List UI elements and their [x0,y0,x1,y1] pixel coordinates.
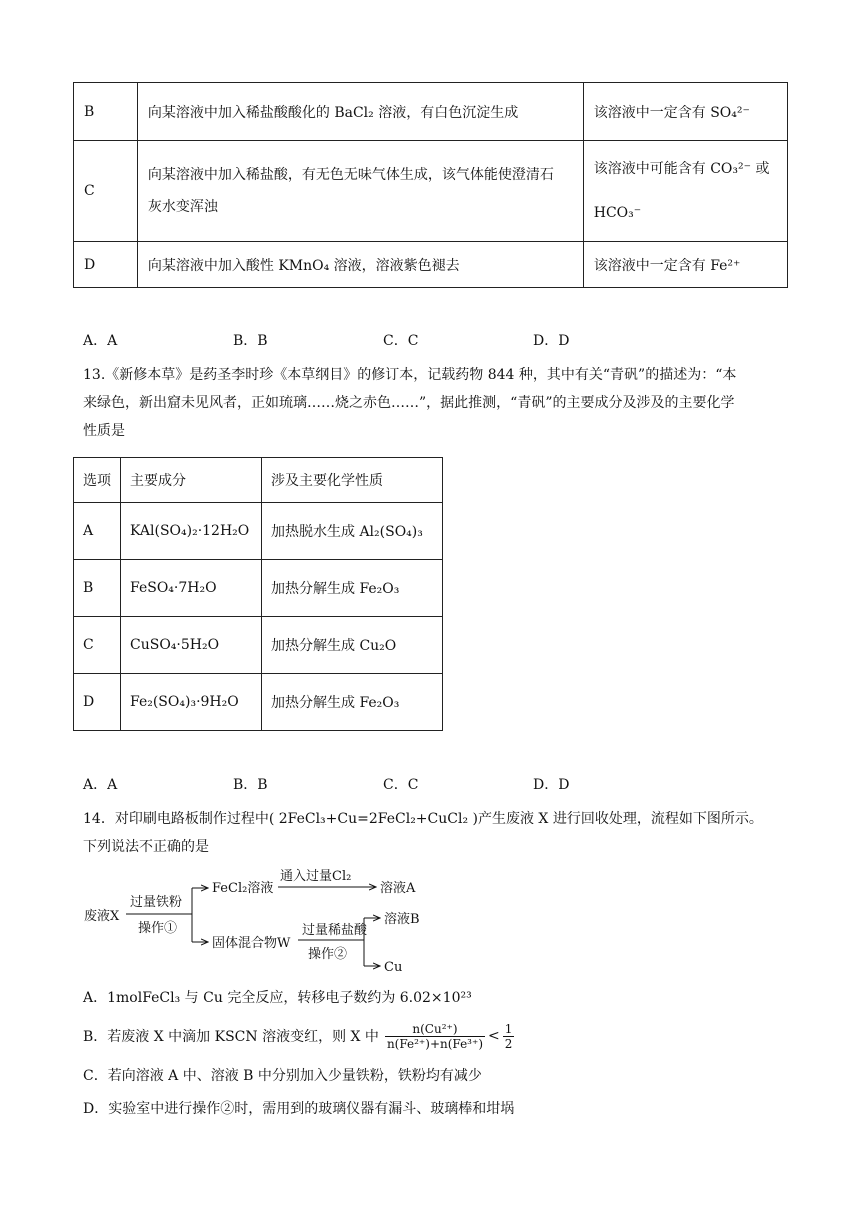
fraction-numerator: 1 [504,1021,513,1036]
less-than-sign: < [488,1028,500,1044]
table-row [74,141,788,242]
choice-c[interactable]: C．C [383,777,419,793]
operation-line: 向某溶液中加入稀盐酸，有无色无味气体生成，该气体能使澄清石 [147,167,554,183]
property-cell: 加热分解生成 Fe₂O₃ [262,674,443,731]
choice-a[interactable]: A．A [83,333,118,349]
fraction-denominator: n(Fe²⁺)+n(Fe³⁺) [386,1036,484,1051]
choice-a[interactable]: A．A [83,777,118,793]
question-line: 下列说法不正确的是 [83,839,209,855]
fraction-numerator: n(Cu²⁺) [385,1022,485,1037]
operation-cell: 向某溶液中加入稀盐酸酸化的 BaCl₂ 溶液，有白色沉淀生成 [137,83,583,141]
choice-b[interactable]: B．B [233,333,268,349]
option-b-text: B．若废液 X 中滴加 KSCN 溶液变红，则 X 中 [83,1029,379,1045]
answer-choices [83,774,683,794]
flow-solid-w: 固体混合物W [212,936,291,951]
process-flow-diagram [80,860,460,980]
option-cell: D [74,242,138,288]
flow-solution-a: 溶液A [380,881,416,896]
composition-table [73,457,443,731]
option-c[interactable]: C．若向溶液 A 中、溶液 B 中分别加入少量铁粉，铁粉均有减少 [83,1068,482,1084]
question-13 [83,361,783,445]
question-line: 13.《新修本草》是药圣李时珍《本草纲目》的修订本，记载药物 844 种，其中有关“青矾”的描述为：“本 [83,367,737,383]
flow-fecl2: FeCl₂溶液 [212,881,274,896]
flow-step1-reagent: 过量铁粉 [130,895,183,910]
conclusion-line: 该溶液中可能含有 CO₃²⁻ 或 [593,161,770,177]
option-d[interactable]: D．实验室中进行操作②时，需用到的玻璃仪器有漏斗、玻璃棒和坩埚 [83,1101,515,1117]
fraction-denominator: 2 [504,1036,513,1051]
component-cell: FeSO₄·7H₂O [121,560,262,617]
option-cell: C [74,141,138,242]
flow-cu: Cu [384,960,403,975]
property-cell: 加热分解生成 Cu₂O [262,617,443,674]
header-cell: 主要成分 [121,458,262,503]
flow-cl2-reagent: 通入过量Cl₂ [280,869,352,884]
ratio-fraction [385,1022,485,1051]
table-row [74,560,443,617]
choice-c[interactable]: C．C [383,333,419,349]
operation-cell: 向某溶液中加入酸性 KMnO₄ 溶液，溶液紫色褪去 [137,242,583,288]
table-row [74,83,788,141]
table-header-row [74,458,443,503]
question-14 [83,805,823,861]
flow-step2-reagent: 过量稀盐酸 [302,923,368,938]
option-a[interactable]: A．1molFeCl₃ 与 Cu 完全反应，转移电子数约为 6.02×10²³ [83,990,472,1006]
component-cell: Fe₂(SO₄)₃·9H₂O [121,674,262,731]
flow-solution-b: 溶液B [384,912,420,927]
flow-start: 废液X [84,909,120,924]
header-cell: 选项 [74,458,121,503]
conclusion-cell [583,141,787,242]
operation-line: 灰水变浑浊 [147,199,218,215]
question-line: 性质是 [83,423,125,439]
table-row [74,674,443,731]
choice-b[interactable]: B．B [233,777,268,793]
header-cell: 涉及主要化学性质 [262,458,443,503]
operation-cell [137,141,583,242]
answer-choices [83,330,683,350]
property-cell: 加热分解生成 Fe₂O₃ [262,560,443,617]
option-cell: C [74,617,121,674]
table-row [74,242,788,288]
component-cell: KAl(SO₄)₂·12H₂O [121,503,262,560]
property-cell: 加热脱水生成 Al₂(SO₄)₃ [262,503,443,560]
option-cell: B [74,560,121,617]
question-line: 来绿色，新出窟未见风者，正如琉璃……烧之赤色……”，据此推测，“青矾”的主要成分及涉及的主要化学 [83,395,735,411]
choice-d[interactable]: D．D [533,777,570,793]
conclusion-line: HCO₃⁻ [593,205,642,221]
flow-step2-op: 操作② [308,947,348,962]
option-b[interactable] [83,1016,514,1056]
choice-d[interactable]: D．D [533,333,570,349]
option-cell: A [74,503,121,560]
flow-step1-op: 操作① [138,921,178,936]
component-cell: CuSO₄·5H₂O [121,617,262,674]
experiment-table [73,82,788,288]
half-fraction [503,1022,515,1051]
option-cell: D [74,674,121,731]
conclusion-cell: 该溶液中一定含有 Fe²⁺ [583,242,787,288]
table-row [74,503,443,560]
question-line: 14．对印刷电路板制作过程中( 2FeCl₃+Cu=2FeCl₂+CuCl₂ )产生废液 X 进行回收处理，流程如下图所示。 [83,811,763,827]
conclusion-cell: 该溶液中一定含有 SO₄²⁻ [583,83,787,141]
option-cell: B [74,83,138,141]
table-row [74,617,443,674]
